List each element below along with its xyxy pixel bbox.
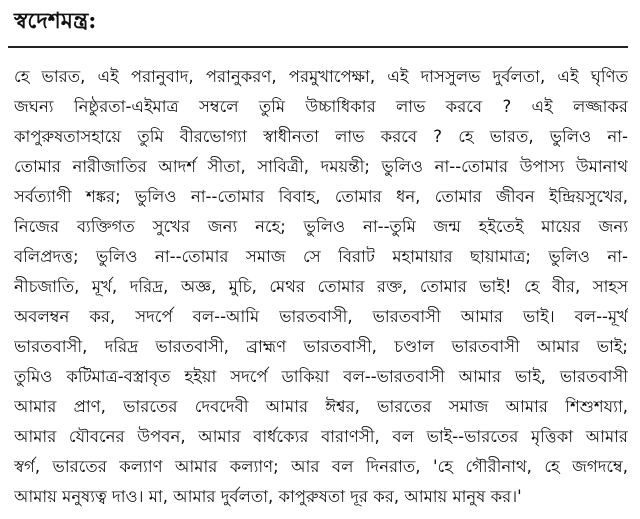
text-line: তুমিও কটিমাত্র-বস্ত্রাবৃত হইয়া সদর্পে ডাকিয়া বল--ভারতবাসী আমার ভাই, ভারতবাসী [14, 367, 628, 386]
text-line: জঘন্য নিষ্ঠুরতা-এইমাত্র সম্বলে তুমি উচ্চাধিকার লাভ করবে ? এই লজ্জাকর [14, 97, 628, 116]
text-line: ভারতবাসী, দরিদ্র ভারতবাসী, ব্রাহ্মণ ভারতবাসী, চণ্ডাল ভারতবাসী আমার ভাই; [14, 337, 628, 356]
text-line: সর্বত্যাগী শঙ্কর; ভুলিও না--তোমার বিবাহ, তোমার ধন, তোমার জীবন ইন্দ্রিয়সুখের, [14, 187, 628, 206]
document-body [14, 62, 628, 512]
text-line: আমার যৌবনের উপবন, আমার বার্ধক্যের বারাণসী, বল ভাই--ভারতের মৃত্তিকা আমার [14, 427, 628, 446]
text-line: আমায় মনুষ্যত্ব দাও। মা, আমার দুর্বলতা, কাপুরুষতা দূর কর, আমায় মানুষ কর।' [14, 487, 522, 506]
text-line: স্বর্গ, ভারতের কল্যাণ আমার কল্যাণ; আর বল দিনরাত, 'হে গৌরীনাথ, হে জগদম্বে, [14, 457, 628, 476]
heading-divider [8, 46, 628, 48]
text-line: অবলম্বন কর, সদর্পে বল--আমি ভারতবাসী, ভারতবাসী আমার ভাই। বল--মূর্খ [14, 307, 628, 326]
document-heading: স্বদেশমন্ত্র: [14, 8, 97, 34]
text-line: বলিপ্রদত্ত; ভুলিও না--তোমার সমাজ সে বিরাট মহামায়ার ছায়ামাত্র; ভুলিও না- [14, 247, 628, 266]
text-line: তোমার নারীজাতির আদর্শ সীতা, সাবিত্রী, দময়ন্তী; ভুলিও না--তোমার উপাস্য উমানাথ [14, 157, 628, 176]
text-line: নীচজাতি, মূর্খ, দরিদ্র, অজ্ঞ, মুচি, মেথর তোমার রক্ত, তোমার ভাই! হে বীর, সাহস [14, 277, 628, 296]
text-line: কাপুরুষতাসহায়ে তুমি বীরভোগ্যা স্বাধীনতা লাভ করবে ? হে ভারত, ভুলিও না- [14, 127, 628, 146]
text-line: নিজের ব্যক্তিগত সুখের জন্য নহে; ভুলিও না--তুমি জন্ম হইতেই মায়ের জন্য [14, 217, 628, 236]
text-line: হে ভারত, এই পরানুবাদ, পরানুকরণ, পরমুখাপেক্ষা, এই দাসসুলভ দুর্বলতা, এই ঘৃণিত [14, 67, 628, 86]
text-line: আমার প্রাণ, ভারতের দেবদেবী আমার ঈশ্বর, ভারতের সমাজ আমার শিশুশয্যা, [14, 397, 628, 416]
